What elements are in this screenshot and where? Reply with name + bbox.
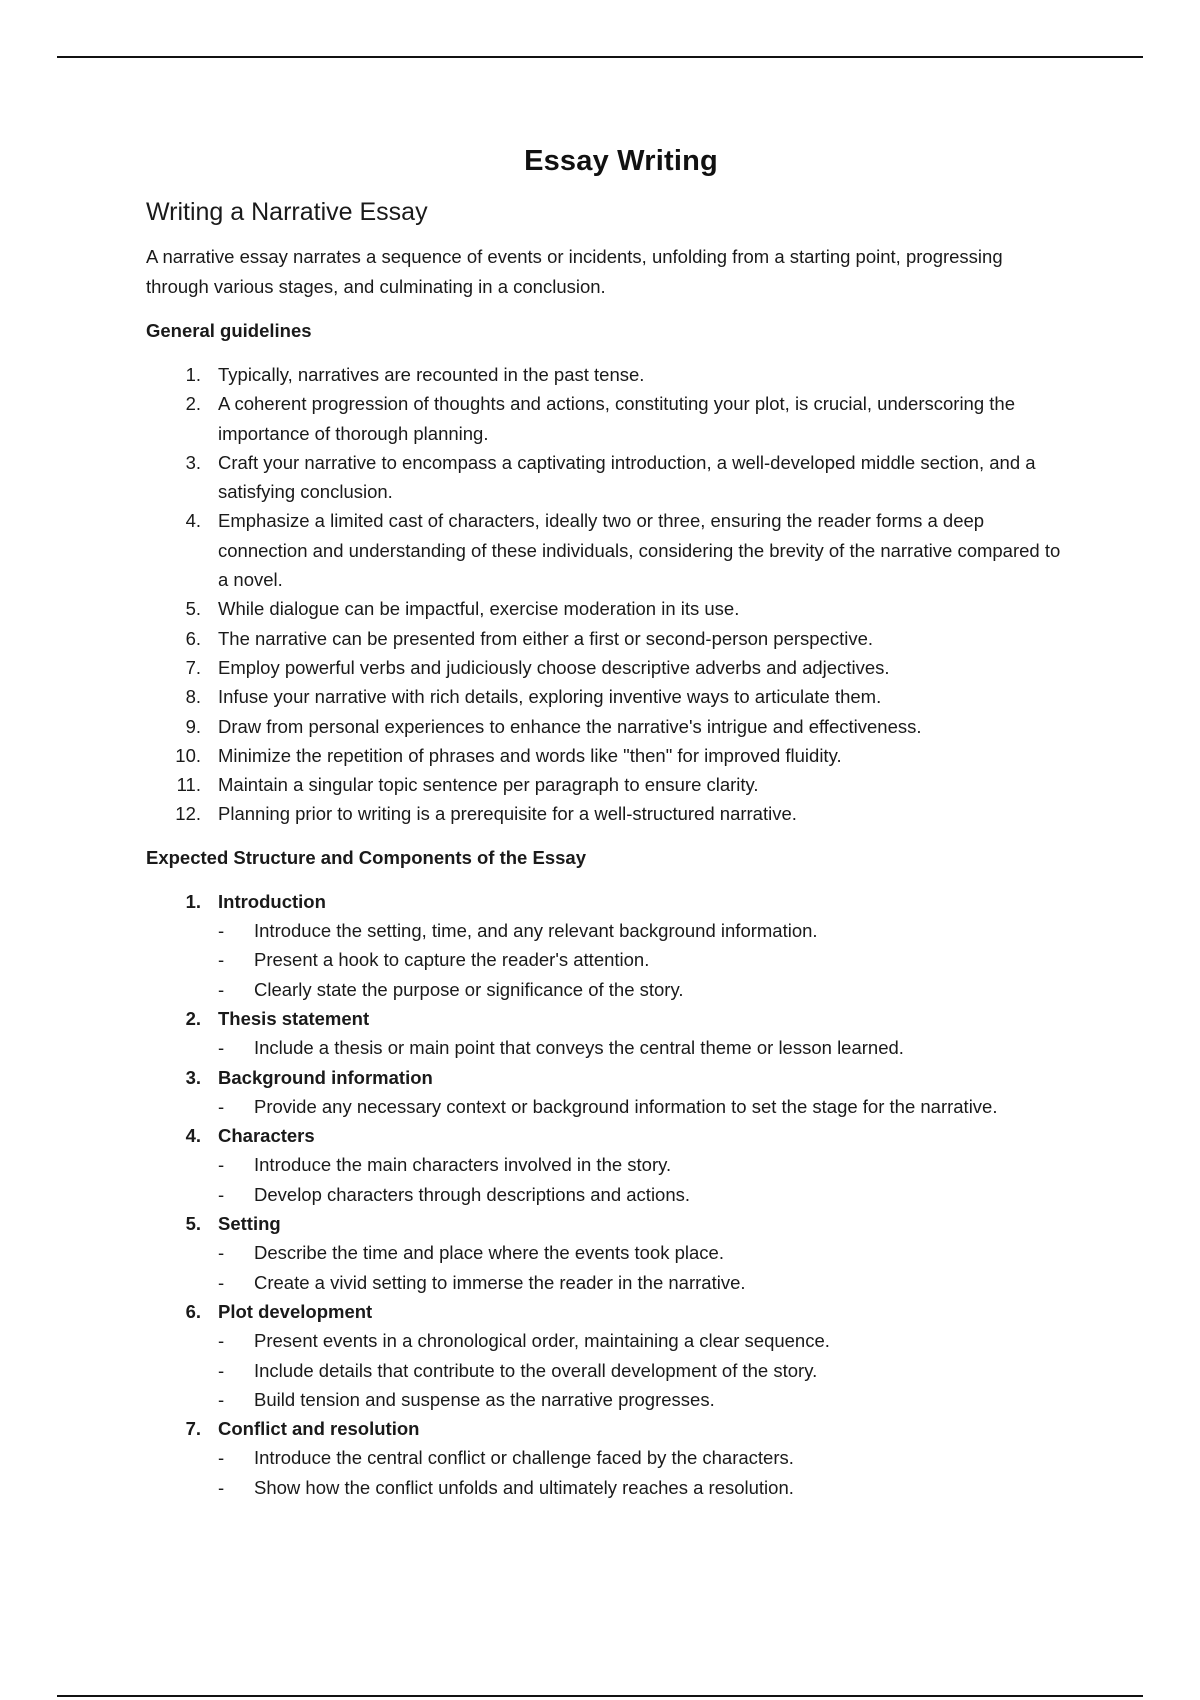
dash-bullet: - (218, 1154, 225, 1176)
structure-label: Thesis statement (218, 1007, 370, 1029)
structure-item (146, 1209, 1066, 1297)
guideline-number: 6. (185, 627, 201, 649)
structure-point-text: Introduce the central conflict or challenge faced by the characters. (254, 1447, 794, 1469)
top-rule (57, 56, 1143, 58)
structure-points (218, 1092, 1066, 1121)
intro-paragraph: A narrative essay narrates a sequence of events or incidents, unfolding from a starting point, progressing through various stages, and culminating in a conclusion. (146, 246, 1003, 297)
page-title: Essay Writing (524, 145, 718, 177)
dash-bullet: - (218, 978, 225, 1000)
guideline-text: Typically, narratives are recounted in the past tense. (218, 364, 645, 385)
guideline-text: Planning prior to writing is a prerequisite for a well-structured narrative. (218, 803, 797, 825)
structure-points (218, 1150, 1066, 1209)
dash-bullet: - (218, 920, 225, 942)
structure-point-text: Introduce the main characters involved in the story. (254, 1154, 672, 1176)
guideline-text: Minimize the repetition of phrases and words like "then" for improved fluidity. (218, 744, 842, 766)
structure-label: Introduction (218, 890, 326, 912)
structure-points (218, 1033, 1066, 1062)
dash-bullet: - (218, 1037, 225, 1059)
structure-number: 7. (185, 1418, 201, 1440)
structure-point (218, 1356, 1066, 1385)
structure-point-text: Present events in a chronological order, maintaining a clear sequence. (254, 1330, 830, 1352)
guideline-item (146, 360, 1066, 389)
structure-point (218, 1443, 1066, 1472)
guideline-number: 3. (185, 451, 201, 473)
guideline-number: 7. (185, 656, 201, 678)
structure-point-text: Show how the conflict unfolds and ultimately reaches a resolution. (254, 1476, 794, 1498)
structure-label: Plot development (218, 1300, 373, 1322)
dash-bullet: - (218, 1447, 225, 1469)
guideline-number: 4. (185, 510, 201, 532)
guideline-number: 1. (185, 364, 201, 385)
guideline-item (146, 594, 1066, 623)
structure-number: 3. (185, 1066, 201, 1088)
structure-item (146, 1121, 1066, 1209)
guideline-text: Infuse your narrative with rich details, exploring inventive ways to articulate them. (218, 686, 882, 708)
structure-point (218, 1238, 1066, 1267)
guideline-text: The narrative can be presented from either a first or second-person perspective. (218, 627, 874, 649)
dash-bullet: - (218, 949, 225, 971)
structure-point-text: Introduce the setting, time, and any relevant background information. (254, 920, 818, 942)
guideline-item (146, 799, 1066, 828)
guideline-item (146, 506, 1066, 594)
guideline-text: Employ powerful verbs and judiciously choose descriptive adverbs and adjectives. (218, 656, 890, 678)
guideline-item (146, 741, 1066, 770)
structure-item (146, 1063, 1066, 1122)
structure-number: 2. (185, 1007, 201, 1029)
structure-number: 4. (185, 1125, 201, 1147)
structure-point-text: Include a thesis or main point that conveys the central theme or lesson learned. (254, 1037, 904, 1059)
guideline-text: Draw from personal experiences to enhance the narrative's intrigue and effectiveness. (218, 715, 922, 737)
structure-point (218, 945, 1066, 974)
guideline-text: While dialogue can be impactful, exercise moderation in its use. (218, 598, 740, 620)
structure-item (146, 887, 1066, 1004)
bottom-rule (57, 1695, 1143, 1697)
structure-point (218, 1180, 1066, 1209)
guideline-number: 11. (176, 774, 201, 796)
guideline-item (146, 712, 1066, 741)
guideline-number: 12. (175, 803, 201, 825)
structure-point-text: Create a vivid setting to immerse the reader in the narrative. (254, 1271, 746, 1293)
structure-number: 1. (185, 890, 201, 912)
structure-item (146, 1297, 1066, 1414)
structure-point (218, 1326, 1066, 1355)
structure-label: Characters (218, 1125, 315, 1147)
guideline-item (146, 448, 1066, 507)
guideline-text: A coherent progression of thoughts and actions, constituting your plot, is crucial, underscoring the importance of thorough planning. (218, 393, 1015, 444)
structure-label: Setting (218, 1213, 281, 1235)
guidelines-list (146, 360, 1066, 829)
guideline-item (146, 624, 1066, 653)
dash-bullet: - (218, 1242, 225, 1264)
structure-point (218, 1150, 1066, 1179)
structure-point (218, 1033, 1066, 1062)
dash-bullet: - (218, 1359, 225, 1381)
guideline-number: 10. (175, 744, 201, 766)
structure-point (218, 916, 1066, 945)
guideline-item (146, 682, 1066, 711)
document-body (146, 145, 1066, 1502)
dash-bullet: - (218, 1271, 225, 1293)
guideline-number: 9. (185, 715, 201, 737)
structure-point-text: Clearly state the purpose or significance of the story. (254, 978, 684, 1000)
structure-item (146, 1004, 1066, 1063)
structure-point-text: Develop characters through descriptions and actions. (254, 1183, 691, 1205)
structure-point (218, 975, 1066, 1004)
dash-bullet: - (218, 1476, 225, 1498)
structure-heading: Expected Structure and Components of the Essay (146, 846, 586, 868)
structure-point (218, 1268, 1066, 1297)
structure-point (218, 1092, 1066, 1121)
structure-point (218, 1385, 1066, 1414)
guideline-number: 2. (185, 393, 201, 415)
guidelines-heading: General guidelines (146, 320, 312, 341)
structure-list (146, 887, 1066, 1502)
guideline-item (146, 389, 1066, 448)
structure-item (146, 1414, 1066, 1502)
structure-label: Conflict and resolution (218, 1418, 420, 1440)
dash-bullet: - (218, 1095, 225, 1117)
structure-label: Background information (218, 1066, 433, 1088)
structure-number: 5. (185, 1213, 201, 1235)
structure-points (218, 916, 1066, 1004)
guideline-text: Emphasize a limited cast of characters, ideally two or three, ensuring the reader forms a deep connection and understanding of these individuals, considering the brevity of the narrative compared to a novel. (218, 510, 1061, 591)
dash-bullet: - (218, 1388, 225, 1410)
guideline-number: 5. (185, 598, 201, 620)
structure-point-text: Provide any necessary context or background information to set the stage for the narrative. (254, 1095, 998, 1117)
structure-point (218, 1473, 1066, 1502)
structure-points (218, 1238, 1066, 1297)
structure-number: 6. (185, 1300, 201, 1322)
structure-point-text: Present a hook to capture the reader's attention. (254, 949, 650, 971)
guideline-item (146, 770, 1066, 799)
structure-point-text: Describe the time and place where the events took place. (254, 1242, 724, 1264)
structure-points (218, 1326, 1066, 1414)
dash-bullet: - (218, 1330, 225, 1352)
structure-point-text: Include details that contribute to the overall development of the story. (254, 1359, 818, 1381)
guideline-text: Craft your narrative to encompass a captivating introduction, a well-developed middle section, and a satisfying conclusion. (218, 451, 1036, 503)
section-title: Writing a Narrative Essay (146, 198, 428, 226)
guideline-number: 8. (185, 686, 201, 708)
guideline-item (146, 653, 1066, 682)
structure-points (218, 1443, 1066, 1502)
guideline-text: Maintain a singular topic sentence per paragraph to ensure clarity. (218, 774, 759, 796)
structure-point-text: Build tension and suspense as the narrative progresses. (254, 1388, 715, 1410)
dash-bullet: - (218, 1183, 225, 1205)
